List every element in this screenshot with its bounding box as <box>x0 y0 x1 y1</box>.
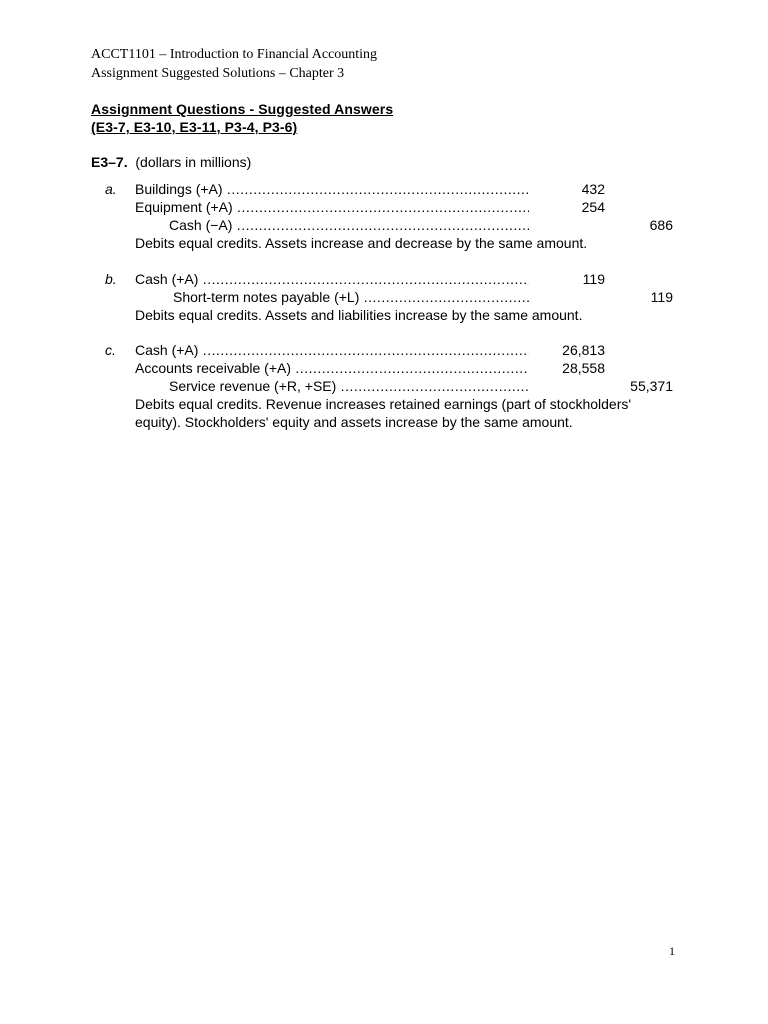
debit-amount: 28,558 <box>562 360 605 376</box>
journal-row <box>135 288 675 306</box>
account-name: Short-term notes payable (+L) ..... <box>173 288 529 306</box>
part-explanation: Debits equal credits. Assets increase and decrease by the same amount. <box>135 235 588 251</box>
journal-row <box>135 377 675 395</box>
debit-amount: 26,813 <box>562 342 605 358</box>
account-name: Buildings (+A) ..... <box>135 180 529 198</box>
exercise-heading <box>91 153 251 171</box>
credit-amount: 55,371 <box>630 378 673 394</box>
account-name: Accounts receivable (+A) ..... <box>135 359 529 377</box>
part-label-a: a. <box>105 181 117 197</box>
debit-amount: 254 <box>581 199 605 215</box>
journal-row <box>135 359 675 377</box>
exercise-note: (dollars in millions) <box>135 154 252 170</box>
journal-row <box>135 341 675 359</box>
journal-row <box>135 216 675 234</box>
part-explanation: Debits equal credits. Assets and liabilities increase by the same amount. <box>135 307 583 323</box>
account-name: Cash (+A) ..... <box>135 270 529 288</box>
document-subtitle: Assignment Suggested Solutions – Chapter 3 <box>91 66 345 81</box>
account-name: Service revenue (+R, +SE) ..... <box>169 377 529 395</box>
course-title: ACCT1101 – Introduction to Financial Accounting <box>91 47 378 62</box>
exercise-id: E3–7. <box>91 154 128 170</box>
section-subtitle: (E3-7, E3-10, E3-11, P3-4, P3-6) <box>91 119 298 135</box>
credit-amount: 686 <box>649 217 673 233</box>
account-name: Cash (+A) ..... <box>135 341 529 359</box>
part-explanation: Debits equal credits. Revenue increases retained earnings (part of stockholders' equity). Stockholders' equity and assets increase by the same amount. <box>135 396 632 430</box>
page-number: 1 <box>669 944 675 958</box>
account-name: Cash (−A) ..... <box>169 216 529 234</box>
credit-amount: 119 <box>650 289 673 305</box>
account-name: Equipment (+A) ..... <box>135 198 529 216</box>
journal-row <box>135 270 675 288</box>
section-title: Assignment Questions - Suggested Answers <box>91 101 394 117</box>
debit-amount: 119 <box>582 271 605 287</box>
journal-row <box>135 198 675 216</box>
journal-row <box>135 180 675 198</box>
part-label-c: c. <box>105 342 116 358</box>
part-label-b: b. <box>105 271 117 287</box>
debit-amount: 432 <box>581 181 605 197</box>
